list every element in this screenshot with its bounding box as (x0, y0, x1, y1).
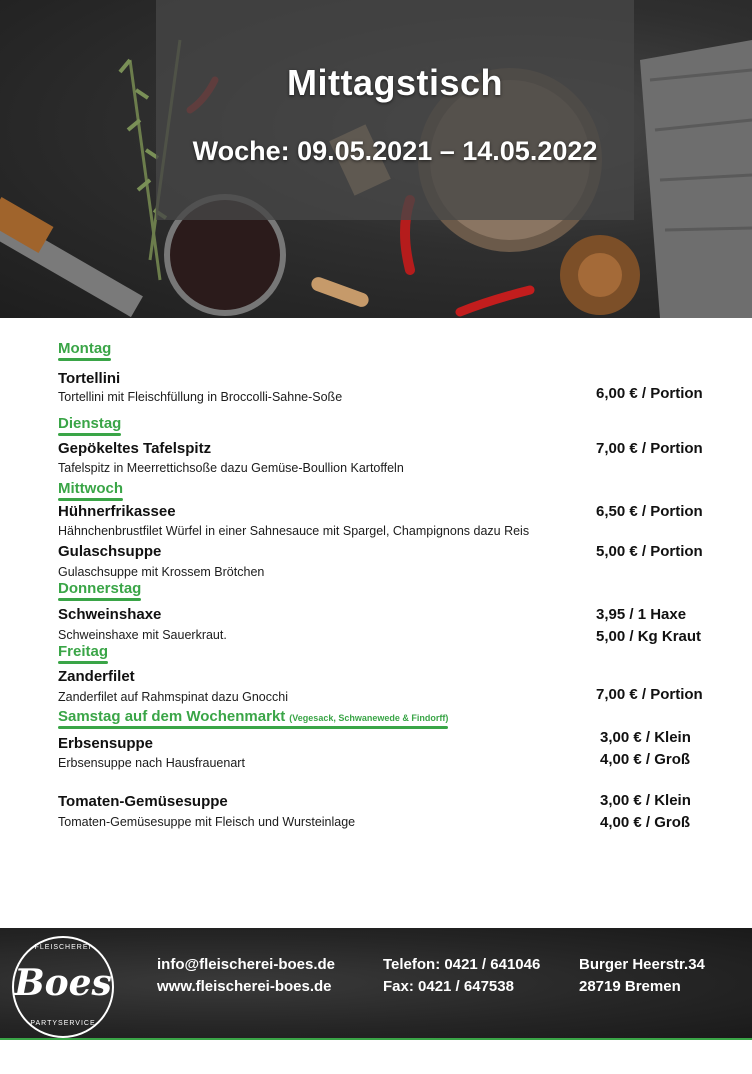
website-link[interactable]: www.fleischerei-boes.de (157, 978, 332, 995)
menu-list (0, 318, 752, 928)
header-photo (0, 0, 752, 318)
dish-description: Schweinshaxe mit Sauerkraut. (58, 628, 227, 642)
fax-number: Fax: 0421 / 647538 (383, 978, 514, 995)
day-underline (58, 498, 123, 501)
dish-name: Hühnerfrikassee (58, 503, 176, 520)
dish-description: Tafelspitz in Meerrettichsoße dazu Gemüse-Boullion Kartoffeln (58, 461, 404, 475)
day-underline (58, 433, 121, 436)
dish-description: Tomaten-Gemüsesuppe mit Fleisch und Wursteinlage (58, 815, 356, 829)
corkscrew-shape (309, 275, 370, 309)
day-underline (58, 661, 108, 664)
footer (0, 928, 752, 1040)
day-heading-donnerstag: Donnerstag (58, 580, 141, 603)
dish-description: Zanderfilet auf Rahmspinat dazu Gnocchi (58, 690, 288, 704)
dish-price: 4,00 € / Groß (600, 814, 691, 831)
dish-price: 6,50 € / Portion (596, 503, 703, 520)
dish-description: Tortellini mit Fleischfüllung in Broccolli-Sahne-Soße (58, 390, 343, 404)
logo-brand: Boes (14, 962, 112, 1004)
street-address: Burger Heerstr.34 (579, 956, 705, 973)
dish-name: Zanderfilet (58, 668, 135, 685)
email-link[interactable]: info@fleischerei-boes.de (157, 956, 336, 973)
dish-name: Tortellini (58, 370, 121, 387)
dish-price: 4,00 € / Groß (600, 751, 691, 768)
chili2-shape (460, 290, 530, 312)
grinder-top-shape (578, 253, 622, 297)
dish-name: Tomaten-Gemüsesuppe (58, 793, 228, 810)
dish-name: Schweinshaxe (58, 606, 162, 623)
dish-name: Erbsensuppe (58, 735, 154, 752)
dish-price: 7,00 € / Portion (596, 686, 703, 703)
dish-name: Gepökeltes Tafelspitz (58, 440, 212, 457)
market-locations-note: (Vegesack, Schwanewede & Findorff) (289, 713, 449, 723)
phone-number: Telefon: 0421 / 641046 (383, 956, 541, 973)
week-range: Woche: 09.05.2021 – 14.05.2022 (192, 136, 598, 166)
footer-web-contact (157, 954, 335, 998)
footer-phone-contact (383, 954, 540, 998)
day-underline (58, 598, 141, 601)
city-address: 28719 Bremen (579, 978, 681, 995)
dish-price: 5,00 / Kg Kraut (596, 628, 702, 645)
company-logo (12, 936, 114, 1036)
day-heading-dienstag: Dienstag (58, 415, 121, 438)
dish-price: 7,00 € / Portion (596, 440, 703, 457)
logo-top-text: FLEISCHEREI (34, 944, 92, 951)
title-box (156, 0, 634, 220)
logo-bottom-text: PARTYSERVICE (30, 1020, 96, 1027)
day-underline (58, 726, 448, 729)
page-title: Mittagstisch (286, 62, 504, 103)
day-underline (58, 358, 111, 361)
footer-address (579, 954, 705, 998)
dish-price: 3,00 € / Klein (600, 792, 691, 809)
dish-price: 3,00 € / Klein (600, 729, 691, 746)
dish-description: Hähnchenbrustfilet Würfel in einer Sahnesauce mit Spargel, Champignons dazu Reis (58, 524, 530, 538)
dish-price: 5,00 € / Portion (596, 543, 703, 560)
dish-price: 6,00 € / Portion (596, 385, 703, 402)
dish-name: Gulaschsuppe (58, 543, 162, 560)
day-heading-montag: Montag (58, 340, 111, 363)
day-heading-samstag: Samstag auf dem Wochenmarkt (Vegesack, Schwanewede & Findorff) (58, 708, 448, 731)
dish-description: Erbsensuppe nach Hausfrauenart (58, 756, 245, 770)
dish-price: 3,95 / 1 Haxe (596, 606, 687, 623)
dish-description: Gulaschsuppe mit Krossem Brötchen (58, 565, 265, 579)
day-heading-mittwoch: Mittwoch (58, 480, 123, 503)
day-heading-freitag: Freitag (58, 643, 108, 666)
